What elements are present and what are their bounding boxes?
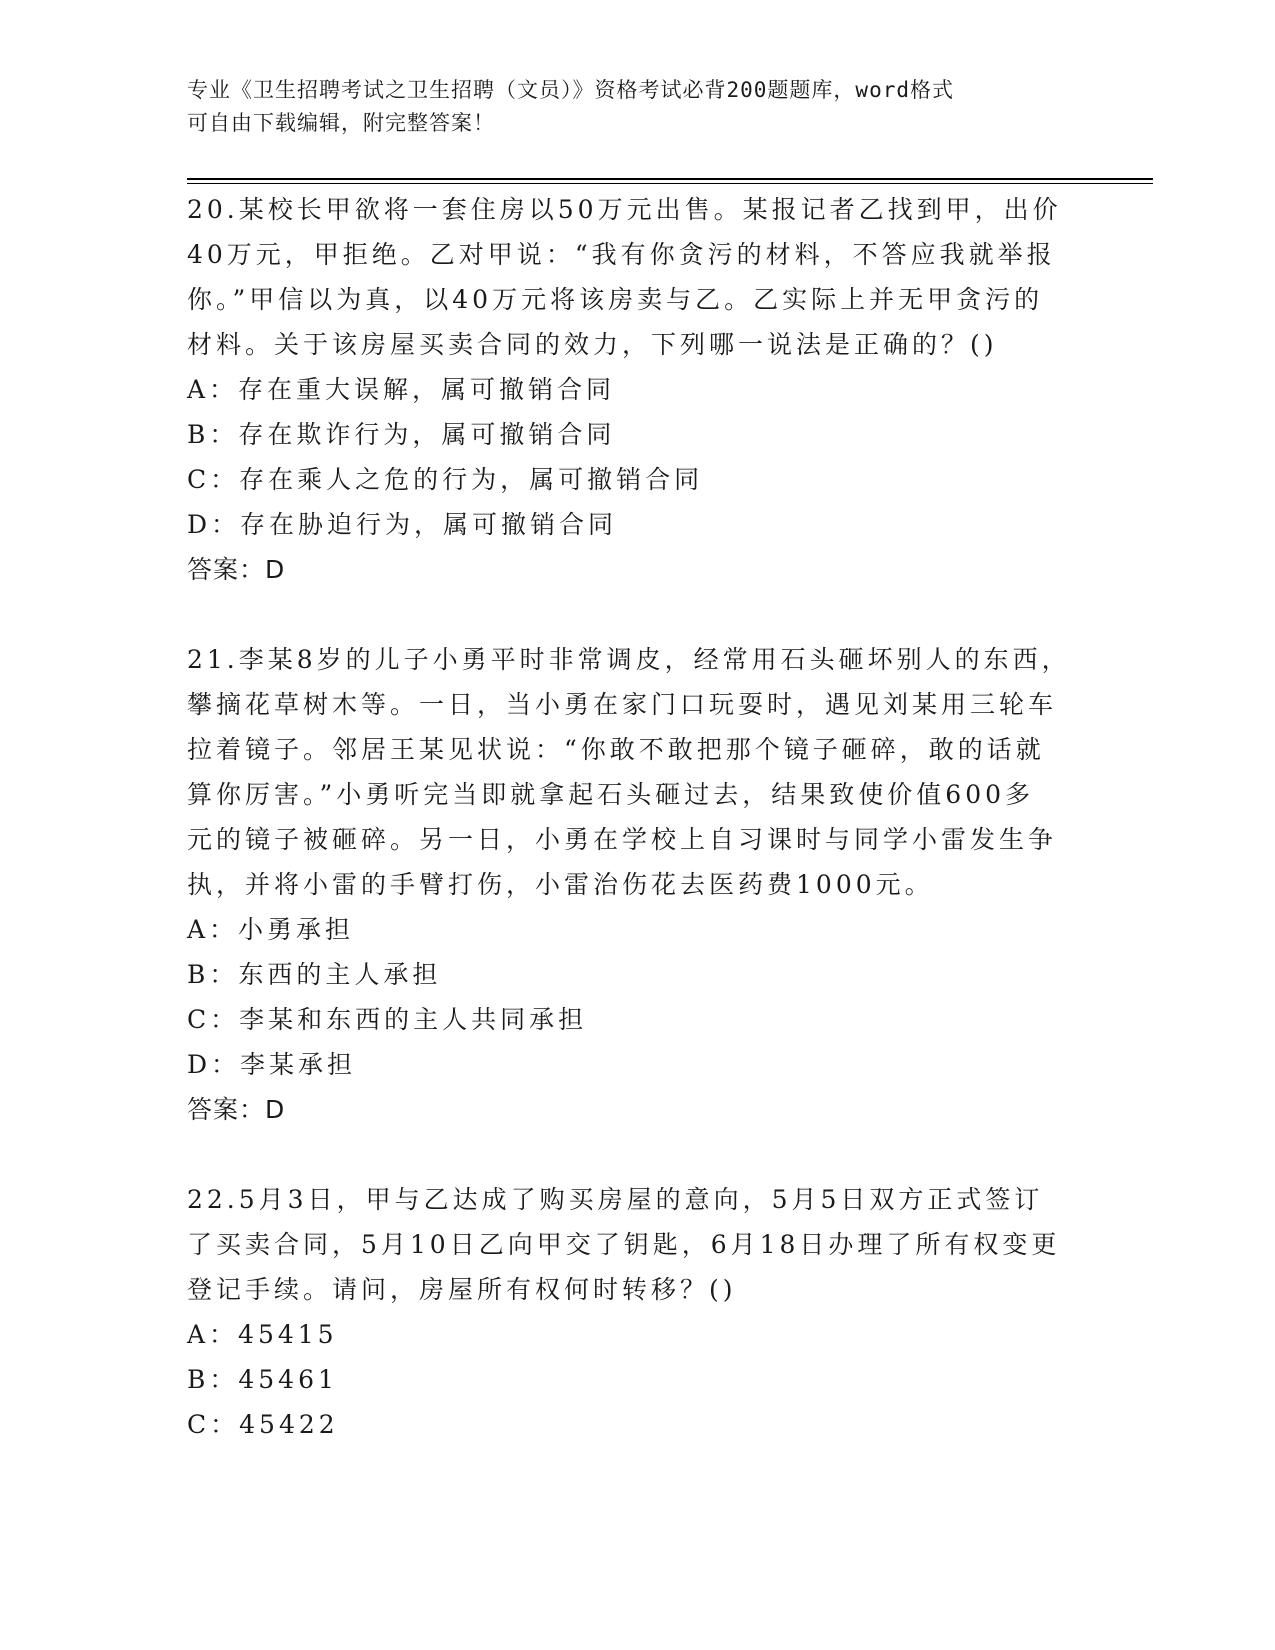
- header-divider-thick: [187, 178, 1153, 180]
- question-spacer: [187, 592, 1087, 637]
- question-stem-line: 执，并将小雷的手臂打伤，小雷治伤花去医药费1000元。: [187, 870, 934, 899]
- question-stem-line: 算你厉害。”小勇听完当即就拿起石头砸过去，结果致使价值600多: [187, 780, 1035, 809]
- header-divider-thin: [187, 183, 1153, 184]
- question-stem-line: 登记手续。请问，房屋所有权何时转移？(): [187, 1275, 737, 1304]
- header-title-line-2: 可自由下载编辑，附完整答案！: [187, 111, 495, 135]
- option-b: B：存在欺诈行为，属可撤销合同: [187, 420, 616, 449]
- option-d: D：李某承担: [187, 1050, 357, 1079]
- option-a: A：45415: [187, 1320, 338, 1349]
- option-c: C：45422: [187, 1410, 339, 1439]
- question-stem-line: 拉着镜子。邻居王某见状说：“你敢不敢把那个镜子砸碎，敢的话就: [187, 735, 1045, 764]
- question-stem-line: 攀摘花草树木等。一日，当小勇在家门口玩耍时，遇见刘某用三轮车: [187, 690, 1058, 719]
- question-stem-line: 21.李某8岁的儿子小勇平时非常调皮，经常用石头砸坏别人的东西，: [187, 645, 1071, 674]
- question-stem-line: 了买卖合同，5月10日乙向甲交了钥匙，6月18日办理了所有权变更: [187, 1230, 1061, 1259]
- answer-line: 答案：D: [187, 555, 286, 584]
- option-a: A：小勇承担: [187, 915, 355, 944]
- question-spacer: [187, 1132, 1087, 1177]
- option-b: B：45461: [187, 1365, 338, 1394]
- question-stem-line: 22.5月3日，甲与乙达成了购买房屋的意向，5月5日双方正式签订: [187, 1185, 1044, 1214]
- option-b: B：东西的主人承担: [187, 960, 442, 989]
- option-a: A：存在重大误解，属可撤销合同: [187, 375, 616, 404]
- option-c: C：李某和东西的主人共同承担: [187, 1005, 588, 1034]
- question-stem-line: 元的镜子被砸碎。另一日，小勇在学校上自习课时与同学小雷发生争: [187, 825, 1058, 854]
- question-list: [187, 187, 1087, 1447]
- option-d: D：存在胁迫行为，属可撤销合同: [187, 510, 618, 539]
- question-stem-line: 40万元，甲拒绝。乙对甲说：“我有你贪污的材料，不答应我就举报: [187, 240, 1056, 269]
- question-stem-line: 材料。关于该房屋买卖合同的效力，下列哪一说法是正确的？(): [187, 330, 998, 359]
- header-title-line-1: 专业《卫生招聘考试之卫生招聘（文员）》资格考试必背200题题库，word格式: [187, 78, 954, 102]
- question-22: [187, 1177, 1087, 1447]
- question-stem-line: 20.某校长甲欲将一套住房以50万元出售。某报记者乙找到甲，出价: [187, 195, 1062, 224]
- option-c: C：存在乘人之危的行为，属可撤销合同: [187, 465, 704, 494]
- question-21: [187, 637, 1087, 1132]
- question-20: [187, 187, 1087, 592]
- answer-line: 答案：D: [187, 1095, 286, 1124]
- document-header: [187, 74, 1087, 140]
- question-stem-line: 你。”甲信以为真，以40万元将该房卖与乙。乙实际上并无甲贪污的: [187, 285, 1044, 314]
